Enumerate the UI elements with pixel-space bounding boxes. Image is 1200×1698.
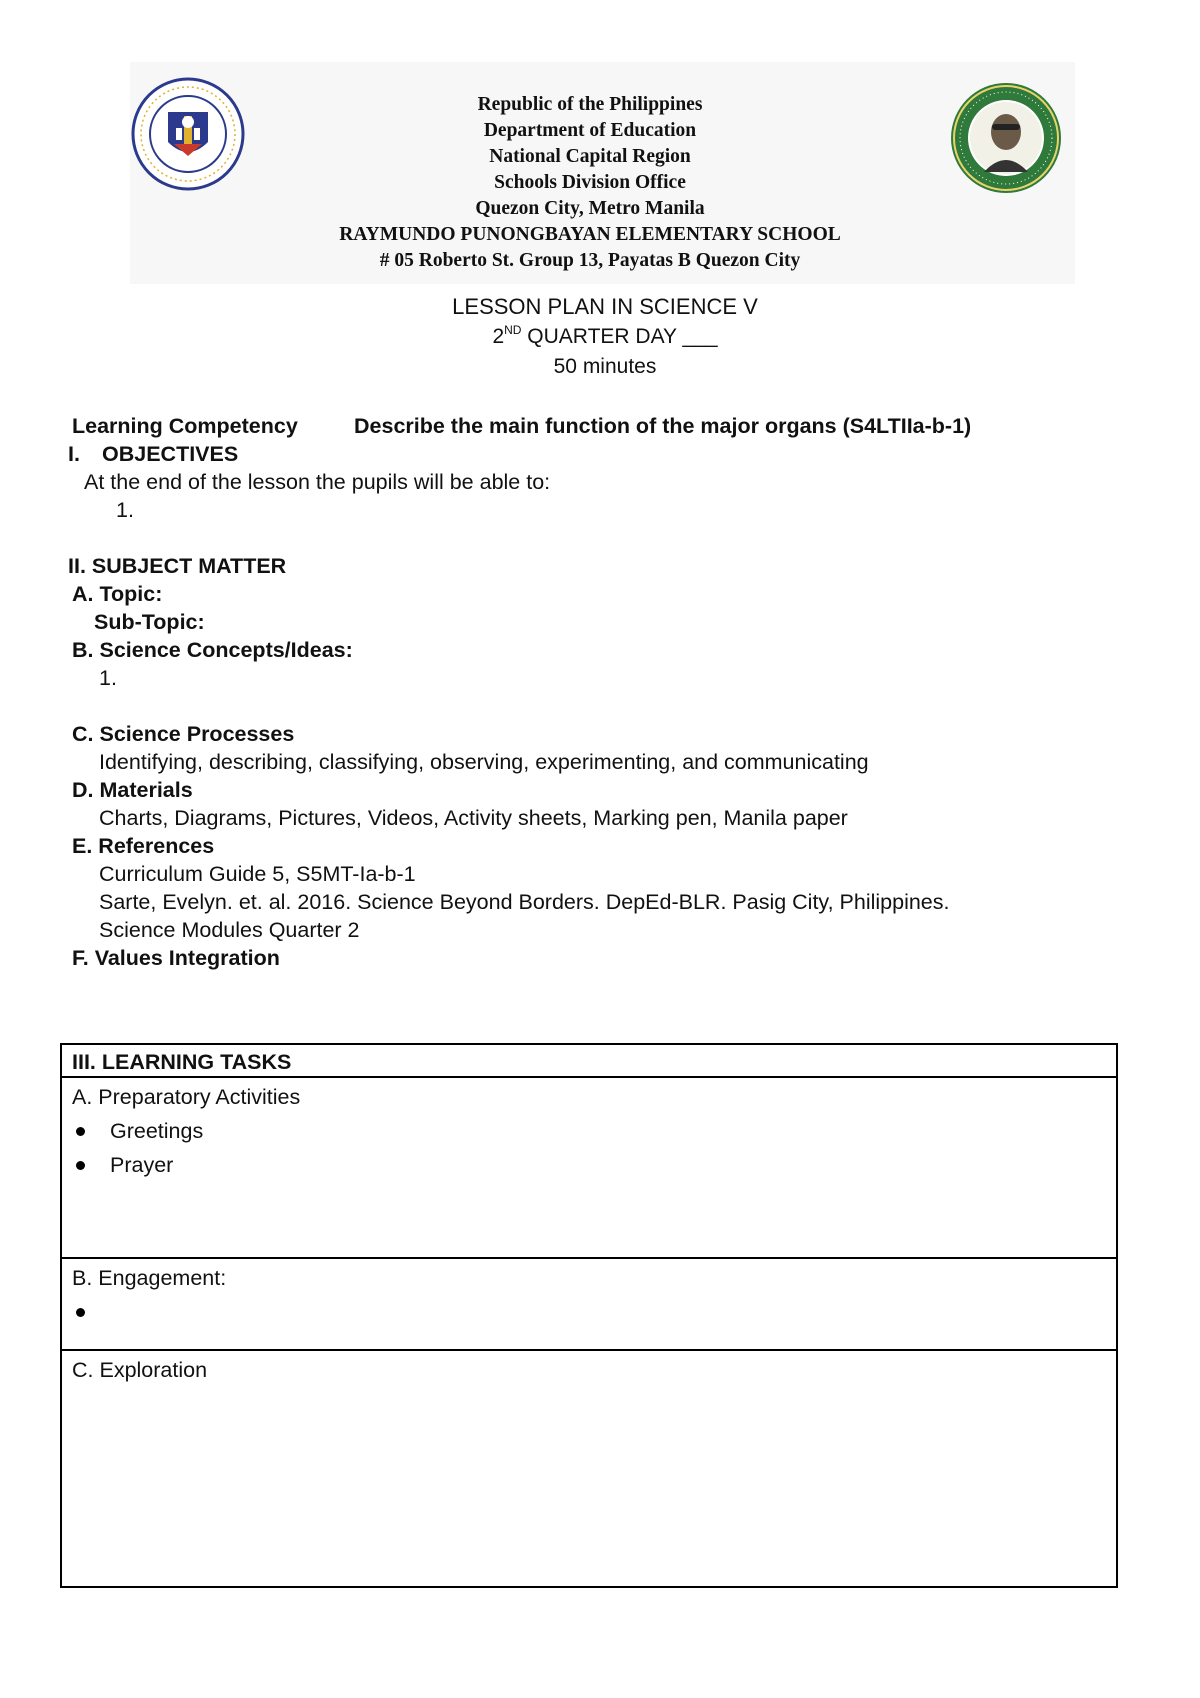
exploration-title: C. Exploration bbox=[72, 1358, 208, 1382]
reference-item: Curriculum Guide 5, S5MT-Ia-b-1 bbox=[99, 862, 416, 886]
objectives-title: OBJECTIVES bbox=[102, 442, 239, 466]
page-title: LESSON PLAN IN SCIENCE V bbox=[452, 294, 758, 319]
topic-label: A. Topic: bbox=[72, 582, 163, 606]
spacer bbox=[72, 692, 1122, 720]
quarter-day: QUARTER DAY ___ bbox=[521, 325, 718, 348]
bullet-icon bbox=[76, 1127, 85, 1136]
letterhead-text bbox=[240, 92, 940, 274]
objectives-number: I. bbox=[68, 442, 80, 466]
references-heading: E. References bbox=[72, 834, 215, 858]
competency-label: Learning Competency bbox=[72, 414, 298, 438]
values-integration-heading: F. Values Integration bbox=[72, 946, 280, 970]
concept-item: 1. bbox=[99, 666, 117, 690]
reference-item: Science Modules Quarter 2 bbox=[99, 918, 360, 942]
header-line: Department of Education bbox=[483, 120, 697, 141]
subtopic-label: Sub-Topic: bbox=[94, 610, 205, 634]
materials-text: Charts, Diagrams, Pictures, Videos, Activity sheets, Marking pen, Manila paper bbox=[99, 806, 848, 830]
list-item bbox=[72, 1295, 1116, 1329]
quarter-suffix: ND bbox=[504, 323, 522, 337]
quarter-line bbox=[0, 322, 1200, 352]
processes-text: Identifying, describing, classifying, observing, experimenting, and communicating bbox=[99, 750, 869, 774]
header-line: RAYMUNDO PUNONGBAYAN ELEMENTARY SCHOOL bbox=[339, 224, 841, 245]
engagement-cell bbox=[62, 1259, 1116, 1351]
bullet-icon bbox=[76, 1161, 85, 1170]
header-line: Quezon City, Metro Manila bbox=[475, 198, 705, 219]
deped-seal-icon bbox=[130, 76, 246, 192]
header-line: # 05 Roberto St. Group 13, Payatas B Quezon City bbox=[379, 250, 801, 271]
concepts-label: B. Science Concepts/Ideas: bbox=[72, 638, 353, 662]
processes-heading: C. Science Processes bbox=[72, 722, 295, 746]
header-line: National Capital Region bbox=[489, 146, 691, 167]
engagement-title: B. Engagement: bbox=[72, 1266, 227, 1290]
bullet-icon bbox=[76, 1308, 85, 1317]
preparatory-activities-title: A. Preparatory Activities bbox=[72, 1085, 301, 1109]
title-block bbox=[0, 292, 1200, 382]
competency-text: Describe the main function of the major organs (S4LTIIa-b-1) bbox=[354, 414, 972, 438]
lesson-body bbox=[68, 412, 1122, 972]
header-line: Republic of the Philippines bbox=[477, 94, 703, 115]
list-item-text: Greetings bbox=[110, 1119, 204, 1143]
objective-item: 1. bbox=[116, 498, 134, 522]
list-item bbox=[72, 1148, 1116, 1182]
duration: 50 minutes bbox=[553, 355, 657, 378]
subject-matter-heading: II. SUBJECT MATTER bbox=[68, 554, 287, 578]
learning-tasks-heading: III. LEARNING TASKS bbox=[62, 1045, 1116, 1078]
learning-competency bbox=[72, 412, 1122, 440]
school-seal-icon bbox=[948, 80, 1064, 196]
materials-heading: D. Materials bbox=[72, 778, 193, 802]
header-line: Schools Division Office bbox=[494, 172, 686, 193]
preparatory-activities-cell bbox=[62, 1078, 1116, 1259]
exploration-cell bbox=[62, 1351, 1116, 1586]
learning-tasks-table bbox=[60, 1043, 1118, 1588]
list-item-text: Prayer bbox=[110, 1153, 174, 1177]
reference-item: Sarte, Evelyn. et. al. 2016. Science Beyond Borders. DepEd-BLR. Pasig City, Philippines. bbox=[99, 890, 950, 914]
quarter-number: 2 bbox=[492, 325, 505, 348]
spacer bbox=[72, 524, 1122, 552]
objectives-intro: At the end of the lesson the pupils will be able to: bbox=[84, 470, 551, 494]
list-item bbox=[72, 1114, 1116, 1148]
objectives-heading bbox=[68, 440, 1122, 468]
